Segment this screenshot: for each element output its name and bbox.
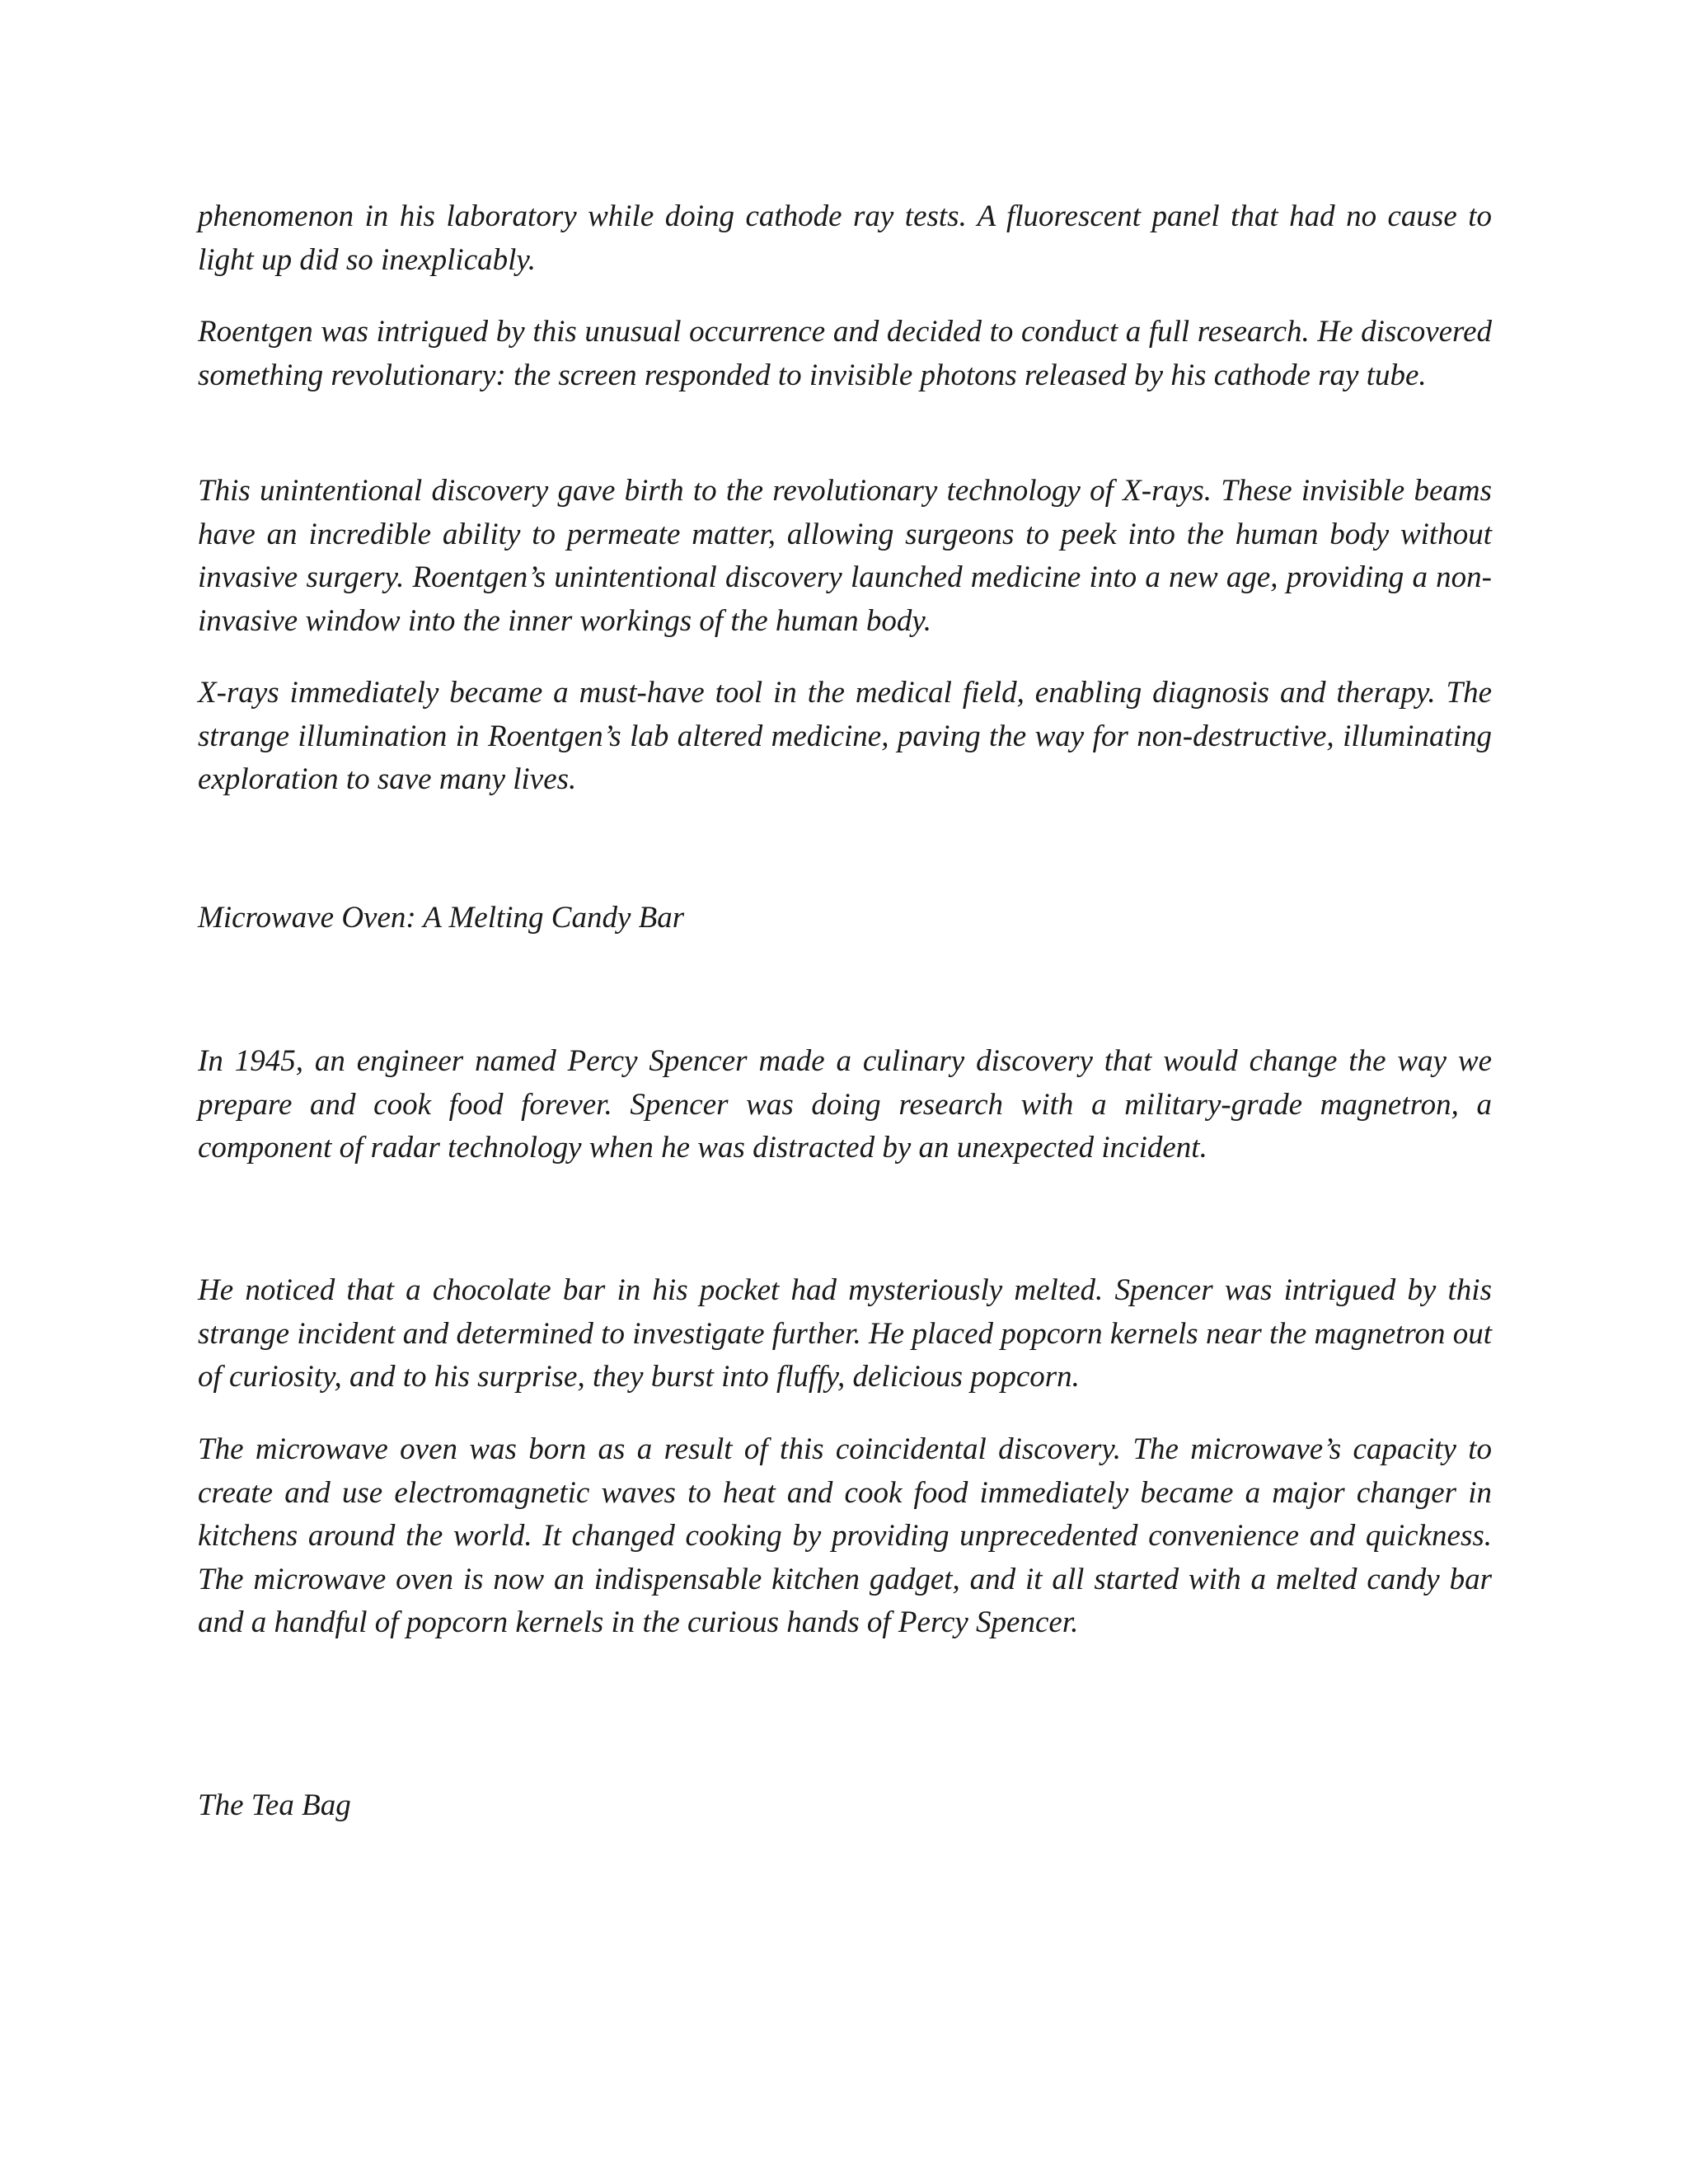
paragraph-roentgen-research: Roentgen was intrigued by this unusual occurrence and decided to conduct a full research. He discovered something revolutionary: the screen responded to invisible photons released by his cathode ray tube. (198, 315, 1492, 392)
paragraph-xray-technology: This unintentional discovery gave birth to the revolutionary technology of X-rays. These invisible beams have an incredible ability to permeate matter, allowing surgeons to peek into the human body without invasive surgery. Roentgen’s unintentional discovery launched medicine into a new age, providing a non-invasive window into the inner workings of the human body. (198, 474, 1492, 638)
paragraph-melted-chocolate: He noticed that a chocolate bar in his pocket had mysteriously melted. Spencer was intrigued by this strange incident and determined to investigate further. He placed popcorn kernels near the magnetron out of curiosity, and to his surprise, they burst into fluffy, delicious popcorn. (198, 1273, 1492, 1394)
paragraph-spencer-discovery: In 1945, an engineer named Percy Spencer made a culinary discovery that would change the way we prepare and cook food forever. Spencer was doing research with a military-grade magnetron, a component of radar technology when he was distracted by an unexpected incident. (198, 1044, 1492, 1165)
paragraph-xray-medicine: X-rays immediately became a must-have tool in the medical field, enabling diagnosis and therapy. The strange illumination in Roentgen’s lab altered medicine, paving the way for non-destructive, illuminating exploration to save many lives. (198, 676, 1492, 796)
paragraph-microwave-born: The microwave oven was born as a result of this coincidental discovery. The microwave’s capacity to create and use electromagnetic waves to heat and cook food immediately became a major changer in kitchens around the world. It changed cooking by providing unprecedented convenience and quickness. The microwave oven is now an indispensable kitchen gadget, and it all started with a melted candy bar and a handful of popcorn kernels in the curious hands of Percy Spencer. (198, 1432, 1492, 1639)
paragraph-roentgen-phenomenon: phenomenon in his laboratory while doing cathode ray tests. A fluorescent panel that had no cause to light up did so inexplicably. (198, 199, 1492, 277)
section-heading-tea-bag: The Tea Bag (198, 1788, 351, 1822)
section-heading-microwave: Microwave Oven: A Melting Candy Bar (198, 901, 685, 935)
